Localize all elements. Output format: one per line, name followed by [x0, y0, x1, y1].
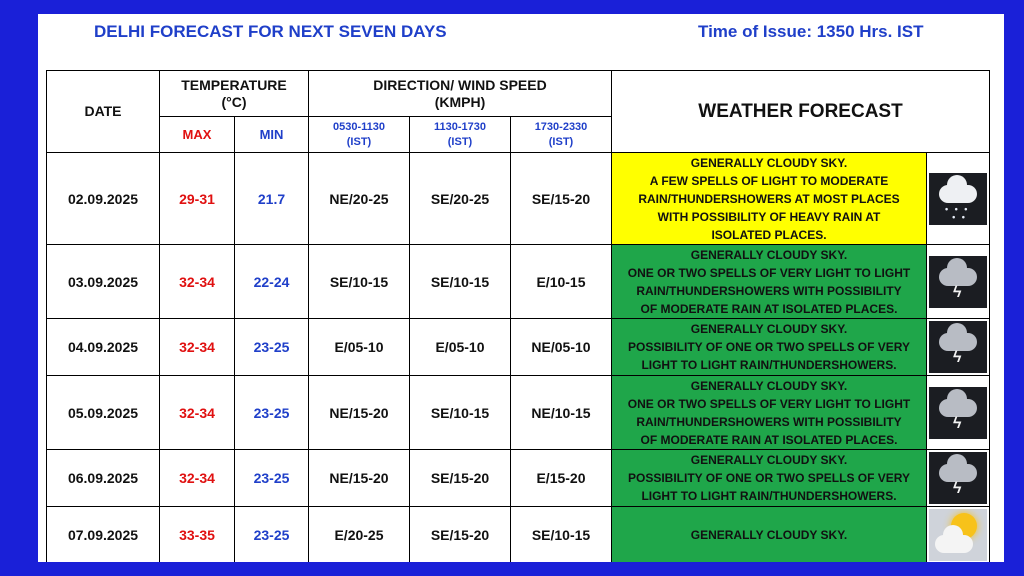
thunderstorm-icon: ϟ [929, 387, 987, 439]
wind-slot-1-cell: NE/15-20 [309, 376, 410, 450]
table-row [47, 507, 990, 563]
wind-slot-3-cell: NE/05-10 [511, 319, 612, 376]
min-temp-cell: 23-25 [235, 319, 309, 376]
forecast-line: GENERALLY CLOUDY SKY. [690, 155, 848, 170]
wind-slot-3-cell: NE/10-15 [511, 376, 612, 450]
weather-icon-cell [927, 507, 990, 563]
date-cell: 07.09.2025 [47, 507, 160, 563]
table-row [47, 153, 990, 245]
max-temp-cell: 32-34 [160, 450, 235, 507]
max-temp-cell: 32-34 [160, 376, 235, 450]
forecast-line: WITH POSSIBILITY OF HEAVY RAIN AT [657, 209, 881, 224]
partly-cloudy-sun-icon [929, 509, 987, 561]
page-title: DELHI FORECAST FOR NEXT SEVEN DAYS [94, 22, 447, 41]
forecast-line: OF MODERATE RAIN AT ISOLATED PLACES. [640, 432, 898, 447]
time-of-issue: Time of Issue: 1350 Hrs. IST [698, 22, 924, 41]
forecast-line: GENERALLY CLOUDY SKY. [690, 528, 848, 542]
slot-1-time: 0530-1130 [333, 120, 385, 133]
col-max: MAX [160, 117, 235, 153]
table-row [47, 376, 990, 450]
slot-3-time: 1730-2330 [534, 120, 588, 133]
wind-slot-2-cell: SE/10-15 [410, 245, 511, 319]
wind-slot-3-cell: E/15-20 [511, 450, 612, 507]
forecast-line: ONE OR TWO SPELLS OF VERY LIGHT TO LIGHT [627, 396, 911, 411]
slot-1-tz: (IST) [346, 135, 372, 148]
weather-icon-cell [927, 319, 990, 376]
slot-2-tz: (IST) [447, 135, 473, 148]
date-cell: 04.09.2025 [47, 319, 160, 376]
col-slot-3 [511, 117, 612, 153]
forecast-line: OF MODERATE RAIN AT ISOLATED PLACES. [640, 301, 898, 316]
wind-slot-2-cell: E/05-10 [410, 319, 511, 376]
col-date: DATE [47, 71, 160, 153]
forecast-line: GENERALLY CLOUDY SKY. [690, 453, 848, 467]
wind-slot-3-cell: SE/15-20 [511, 153, 612, 245]
wind-slot-3-cell: E/10-15 [511, 245, 612, 319]
forecast-cell [612, 376, 927, 450]
wind-slot-1-cell: NE/20-25 [309, 153, 410, 245]
table-row [47, 245, 990, 319]
date-cell: 05.09.2025 [47, 376, 160, 450]
forecast-cell [612, 153, 927, 245]
col-wind-label: DIRECTION/ WIND SPEED [373, 76, 547, 93]
weather-icon-cell [927, 153, 990, 245]
col-temperature [160, 71, 309, 117]
min-temp-cell: 21.7 [235, 153, 309, 245]
forecast-line: RAIN/THUNDERSHOWERS WITH POSSIBILITY [636, 414, 902, 429]
weather-icon-cell [927, 376, 990, 450]
rain-cloud-icon: • • • • • [929, 173, 987, 225]
table-row [47, 319, 990, 376]
wind-slot-1-cell: E/20-25 [309, 507, 410, 563]
col-slot-2 [410, 117, 511, 153]
min-temp-cell: 23-25 [235, 376, 309, 450]
forecast-line: GENERALLY CLOUDY SKY. [690, 247, 848, 262]
col-wind-unit: (KMPH) [434, 93, 486, 110]
forecast-line: LIGHT TO LIGHT RAIN/THUNDERSHOWERS. [641, 489, 897, 503]
weather-icon-cell [927, 245, 990, 319]
forecast-line: A FEW SPELLS OF LIGHT TO MODERATE [649, 173, 889, 188]
forecast-line: POSSIBILITY OF ONE OR TWO SPELLS OF VERY [627, 471, 911, 485]
forecast-line: GENERALLY CLOUDY SKY. [690, 378, 848, 393]
col-slot-1 [309, 117, 410, 153]
col-forecast: WEATHER FORECAST [612, 71, 990, 153]
max-temp-cell: 32-34 [160, 319, 235, 376]
forecast-cell [612, 507, 927, 563]
forecast-table [46, 70, 990, 562]
wind-slot-2-cell: SE/15-20 [410, 450, 511, 507]
col-temperature-label: TEMPERATURE [181, 76, 287, 93]
weather-icon-cell [927, 450, 990, 507]
thunderstorm-icon: ϟ [929, 256, 987, 308]
wind-slot-2-cell: SE/20-25 [410, 153, 511, 245]
forecast-line: RAIN/THUNDERSHOWERS WITH POSSIBILITY [636, 283, 902, 298]
thunderstorm-icon: ϟ [929, 452, 987, 504]
wind-slot-3-cell: SE/10-15 [511, 507, 612, 563]
forecast-line: GENERALLY CLOUDY SKY. [690, 322, 848, 336]
date-cell: 03.09.2025 [47, 245, 160, 319]
forecast-line: RAIN/THUNDERSHOWERS AT MOST PLACES [638, 191, 900, 206]
slot-2-time: 1130-1730 [434, 120, 486, 133]
forecast-cell [612, 245, 927, 319]
date-cell: 06.09.2025 [47, 450, 160, 507]
forecast-sheet [38, 14, 1004, 562]
wind-slot-1-cell: NE/15-20 [309, 450, 410, 507]
wind-slot-2-cell: SE/15-20 [410, 507, 511, 563]
forecast-cell [612, 450, 927, 507]
table-row [47, 450, 990, 507]
slot-3-tz: (IST) [548, 135, 574, 148]
forecast-line: ONE OR TWO SPELLS OF VERY LIGHT TO LIGHT [627, 265, 911, 280]
max-temp-cell: 32-34 [160, 245, 235, 319]
col-temperature-unit: (°C) [221, 93, 247, 110]
forecast-line: ISOLATED PLACES. [711, 227, 827, 242]
min-temp-cell: 23-25 [235, 507, 309, 563]
forecast-cell [612, 319, 927, 376]
min-temp-cell: 23-25 [235, 450, 309, 507]
forecast-line: LIGHT TO LIGHT RAIN/THUNDERSHOWERS. [641, 358, 897, 372]
col-min: MIN [235, 117, 309, 153]
forecast-line: POSSIBILITY OF ONE OR TWO SPELLS OF VERY [627, 340, 911, 354]
wind-slot-1-cell: E/05-10 [309, 319, 410, 376]
max-temp-cell: 29-31 [160, 153, 235, 245]
date-cell: 02.09.2025 [47, 153, 160, 245]
min-temp-cell: 22-24 [235, 245, 309, 319]
col-wind [309, 71, 612, 117]
thunderstorm-icon: ϟ [929, 321, 987, 373]
max-temp-cell: 33-35 [160, 507, 235, 563]
wind-slot-1-cell: SE/10-15 [309, 245, 410, 319]
wind-slot-2-cell: SE/10-15 [410, 376, 511, 450]
